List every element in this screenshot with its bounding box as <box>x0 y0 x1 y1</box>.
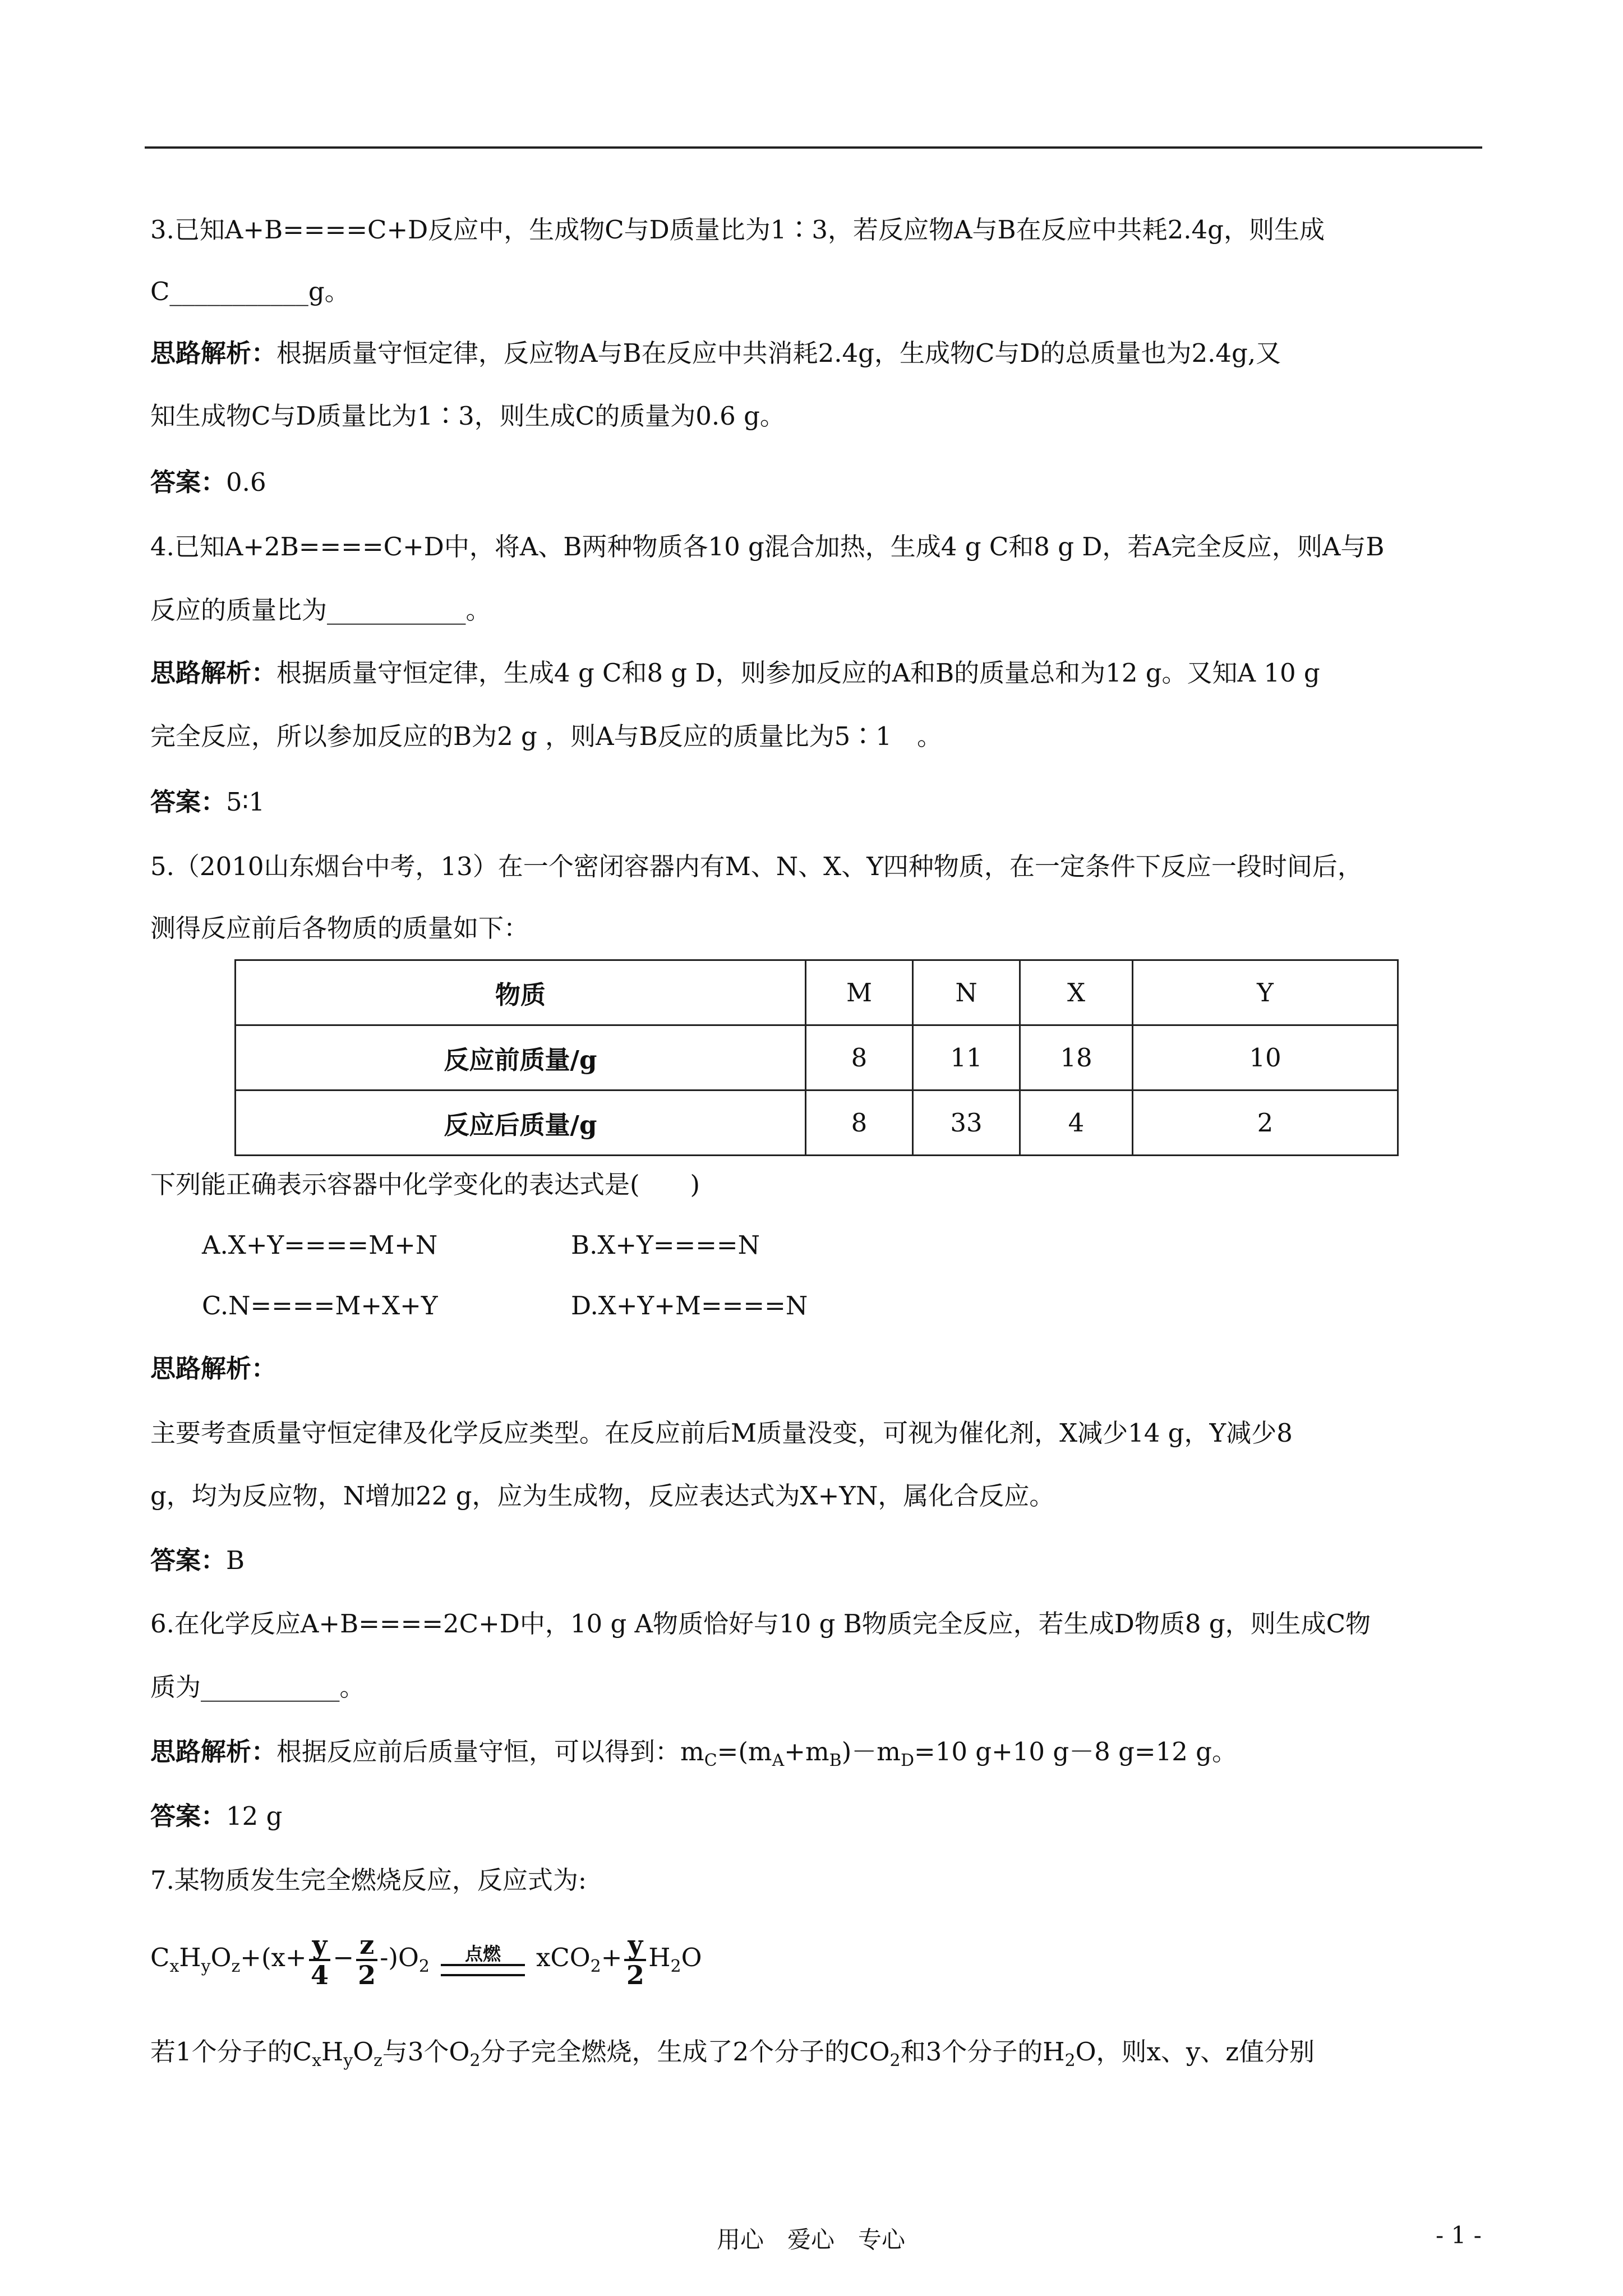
fraction-numerator: y <box>624 1931 646 1961</box>
analysis-text: =10 g+10 g－8 g=12 g。 <box>914 1737 1237 1766</box>
subscript: 2 <box>889 2051 901 2070</box>
q5-analysis-label: 思路解析： <box>150 1354 277 1383</box>
fraction-numerator: y <box>309 1931 331 1961</box>
analysis-text: =(m <box>717 1737 772 1766</box>
footer-motto: 用心 爱心 专心 <box>717 2226 906 2253</box>
answer-value: 12 g <box>226 1801 283 1831</box>
table-cell: 18 <box>1020 1025 1133 1091</box>
fraction <box>356 1931 377 1989</box>
answer-label: 答案： <box>150 1545 227 1575</box>
q4-analysis-line1 <box>150 656 1320 690</box>
answer-label: 答案： <box>150 1801 227 1831</box>
analysis-text: 根据质量守恒定律，反应物A与B在反应中共消耗2.4g，生成物C与D的总质量也为2.4g,又 <box>276 338 1281 368</box>
q7-text: H <box>321 2037 344 2067</box>
subscript: 2 <box>1064 2051 1076 2070</box>
eq-text: +(x+ <box>240 1943 307 1972</box>
page-number: - 1 - <box>1436 2221 1482 2249</box>
subscript: x <box>312 2051 321 2070</box>
q7-last-line <box>150 2035 1315 2078</box>
q4-line2: 反应的质量比为___________。 <box>150 595 491 625</box>
analysis-text: +m <box>784 1737 829 1766</box>
table-header-cell: 物质 <box>236 960 806 1025</box>
q6-answer <box>150 1800 282 1833</box>
combustion-equation <box>150 1921 702 2003</box>
q3-analysis-line1 <box>150 337 1281 370</box>
subscript: D <box>900 1751 915 1770</box>
analysis-label: 思路解析： <box>150 1737 277 1766</box>
subscript: A <box>772 1751 785 1770</box>
q6-line2: 质为___________。 <box>150 1672 365 1702</box>
reaction-condition <box>441 1944 525 1976</box>
q5-line1: 5.（2010山东烟台中考，13）在一个密闭容器内有M、N、X、Y四种物质，在一定条件下反应一段时间后， <box>150 852 1363 881</box>
table-header-row <box>236 960 1398 1025</box>
q3-line2: C___________g。 <box>150 277 350 306</box>
q7-text: 与3个O <box>382 2037 470 2067</box>
q5-option-c: C.N====M+X+Y <box>202 1291 438 1320</box>
q5-analysis-line1: 主要考查质量守恒定律及化学反应类型。在反应前后M质量没变，可视为催化剂，X减少14 g，Y减少8 <box>150 1418 1293 1448</box>
answer-label: 答案： <box>150 467 227 497</box>
q7-text: O，则x、y、z值分别 <box>1075 2037 1315 2067</box>
analysis-label: 思路解析： <box>150 338 277 368</box>
q5-option-b: B.X+Y====N <box>571 1230 760 1260</box>
eq-text: H <box>648 1943 671 1972</box>
q4-answer <box>150 785 265 819</box>
answer-value: 0.6 <box>226 467 266 497</box>
q5-answer <box>150 1544 245 1577</box>
table-cell: 10 <box>1133 1025 1398 1091</box>
subscript: 2 <box>469 2051 481 2070</box>
subscript: y <box>201 1957 211 1976</box>
mass-table <box>234 959 1399 1156</box>
q3-analysis-line2: 知生成物C与D质量比为1∶3，则生成C的质量为0.6 g。 <box>150 401 785 431</box>
table-cell: 反应前质量/g <box>236 1025 806 1091</box>
q5-option-a: A.X+Y====M+N <box>202 1230 438 1260</box>
table-row <box>236 1091 1398 1156</box>
analysis-label: 思路解析： <box>150 658 277 688</box>
analysis-text: 根据质量守恒定律，生成4 g C和8 g D，则参加反应的A和B的质量总和为12 g。又知A 10 g <box>276 658 1320 688</box>
subscript: C <box>704 1751 717 1770</box>
q6-line1: 6.在化学反应A+B====2C+D中，10 g A物质恰好与10 g B物质完全反应，若生成D物质8 g，则生成C物 <box>150 1609 1371 1639</box>
answer-label: 答案： <box>150 787 227 817</box>
table-cell: 反应后质量/g <box>236 1091 806 1156</box>
eq-text: O <box>681 1943 702 1972</box>
q7-text: 和3个分子的H <box>900 2037 1065 2067</box>
subscript: B <box>829 1751 842 1770</box>
condition-label: 点燃 <box>464 1943 501 1964</box>
q6-analysis <box>150 1735 1237 1778</box>
q5-analysis-line2: g，均为反应物，N增加22 g，应为生成物，反应表达式为X+YN，属化合反应。 <box>150 1481 1055 1511</box>
subscript: 2 <box>590 1957 601 1976</box>
eq-text: + <box>601 1943 623 1972</box>
eq-text: H <box>179 1943 201 1972</box>
eq-text: O <box>210 1943 232 1972</box>
q4-line1: 4.已知A+2B====C+D中，将A、B两种物质各10 g混合加热，生成4 g C和8 g D，若A完全反应，则A与B <box>150 532 1385 562</box>
subscript: 2 <box>418 1957 430 1976</box>
answer-value: B <box>226 1545 245 1575</box>
fraction <box>309 1931 331 1989</box>
equals-sign <box>441 1964 525 1976</box>
fraction-denominator: 2 <box>626 1959 644 1990</box>
q7-text: 若1个分子的C <box>150 2037 312 2067</box>
eq-text: − <box>333 1943 354 1972</box>
q5-question: 下列能正确表示容器中化学变化的表达式是( ) <box>150 1170 700 1199</box>
table-cell: 4 <box>1020 1091 1133 1156</box>
table-row <box>236 1025 1398 1091</box>
q5-option-d: D.X+Y+M====N <box>571 1291 808 1320</box>
eq-text: -)O <box>380 1943 419 1972</box>
answer-value: 5∶1 <box>226 787 265 817</box>
table-cell: 2 <box>1133 1091 1398 1156</box>
table-header-cell: M <box>806 960 913 1025</box>
subscript: z <box>374 2051 382 2070</box>
table-cell: 8 <box>806 1025 913 1091</box>
q7-line1: 7.某物质发生完全燃烧反应，反应式为: <box>150 1865 587 1895</box>
eq-text: C <box>150 1943 170 1972</box>
q5-line2: 测得反应前后各物质的质量如下： <box>150 913 529 943</box>
table-cell: 11 <box>913 1025 1020 1091</box>
fraction <box>624 1931 646 1989</box>
fraction-denominator: 2 <box>358 1959 376 1990</box>
eq-text: xCO <box>536 1943 591 1972</box>
q7-text: O <box>353 2037 374 2067</box>
table-header-cell: N <box>913 960 1020 1025</box>
table-header-cell: Y <box>1133 960 1398 1025</box>
q4-analysis-line2: 完全反应，所以参加反应的B为2 g ，则A与B反应的质量比为5∶1 。 <box>150 721 942 751</box>
table-cell: 33 <box>913 1091 1020 1156</box>
q3-line1: 3.已知A+B====C+D反应中，生成物C与D质量比为1∶3，若反应物A与B在反应中共耗2.4g，则生成 <box>150 215 1325 245</box>
table-cell: 8 <box>806 1091 913 1156</box>
analysis-text: 根据反应前后质量守恒，可以得到：m <box>276 1737 704 1766</box>
fraction-numerator: z <box>356 1931 377 1961</box>
subscript: z <box>231 1957 241 1976</box>
table-header-cell: X <box>1020 960 1133 1025</box>
analysis-text: )－m <box>841 1737 901 1766</box>
subscript: 2 <box>670 1957 681 1976</box>
q3-answer <box>150 466 266 499</box>
q7-text: 分子完全燃烧，生成了2个分子的CO <box>480 2037 890 2067</box>
fraction-denominator: 4 <box>311 1959 329 1990</box>
header-rule <box>145 146 1482 149</box>
subscript: y <box>343 2051 353 2070</box>
subscript: x <box>169 1957 179 1976</box>
